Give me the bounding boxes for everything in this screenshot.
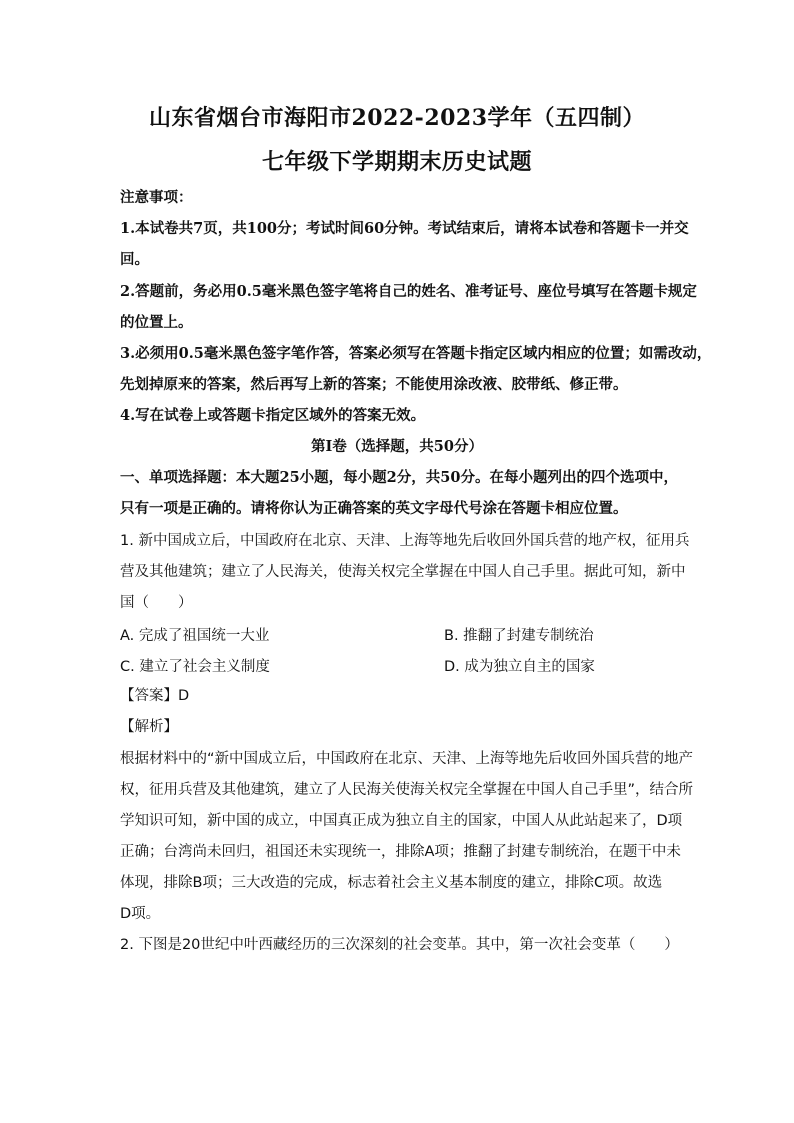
analysis-line: 正确；台湾尚未回归，祖国还未实现统一，排除A项；推翻了封建专制统治，在题干中未: [120, 844, 681, 860]
question-1-stem: 营及其他建筑；建立了人民海关，使海关权完全掌握在中国人自己手里。据此可知，新中: [120, 564, 686, 580]
part-instruction: 只有一项是正确的。请将你认为正确答案的英文字母代号涂在答题卡相应位置。: [120, 500, 628, 517]
document-title: 山东省烟台市海阳市2022-2023学年（五四制）: [148, 105, 646, 131]
question-1-stem: 1. 新中国成立后，中国政府在北京、天津、上海等地先后收回外国兵营的地产权，征用兵: [120, 533, 690, 549]
option-b: B. 推翻了封建专制统治: [444, 628, 594, 644]
analysis-line: 体现，排除B项；三大改造的完成，标志着社会主义基本制度的建立，排除C项。故选: [120, 875, 663, 891]
analysis-line: D项。: [120, 906, 161, 922]
notice-line: 2.答题前，务必用0.5毫米黑色签字笔将自己的姓名、准考证号、座位号填写在答题卡规定: [120, 283, 697, 300]
document-subtitle: 七年级下学期期末历史试题: [261, 149, 532, 175]
notice-line: 的位置上。: [120, 314, 193, 331]
answer-label: 【答案】D: [120, 688, 190, 704]
analysis-line: 根据材料中的“新中国成立后，中国政府在北京、天津、上海等地先后收回外国兵营的地产: [120, 751, 694, 767]
option-c: C. 建立了社会主义制度: [120, 659, 270, 675]
question-2-stem: 2. 下图是20世纪中叶西藏经历的三次深刻的社会变革。其中，第一次社会变革（ ）: [120, 937, 679, 953]
analysis-label: 【解析】: [120, 719, 178, 735]
notice-line: 3.必须用0.5毫米黑色签字笔作答，答案必须写在答题卡指定区域内相应的位置；如需改动，: [120, 345, 712, 362]
notice-line: 先划掉原来的答案，然后再写上新的答案；不能使用涂改液、胶带纸、修正带。: [120, 376, 628, 393]
notice-line: 4.写在试卷上或答题卡指定区域外的答案无效。: [120, 407, 426, 424]
option-a: A. 完成了祖国统一大业: [120, 628, 270, 644]
option-d: D. 成为独立自主的国家: [444, 659, 595, 675]
notice-line: 回。: [120, 251, 149, 268]
notice-heading: 注意事项：: [120, 189, 193, 206]
notice-line: 1.本试卷共7页，共100分；考试时间60分钟。考试结束后，请将本试卷和答题卡一并交: [120, 220, 689, 237]
analysis-line: 权，征用兵营及其他建筑，建立了人民海关使海关权完全掌握在中国人自己手里”，结合所: [120, 782, 694, 798]
analysis-line: 学知识可知，新中国的成立，中国真正成为独立自主的国家，中国人从此站起来了，D项: [120, 813, 683, 829]
question-1-stem: 国（ ）: [120, 595, 193, 611]
part-instruction: 一、单项选择题：本大题25小题，每小题2分，共50分。在每小题列出的四个选项中，: [120, 469, 678, 486]
section-title: 第Ⅰ卷（选择题，共50分）: [311, 438, 483, 455]
